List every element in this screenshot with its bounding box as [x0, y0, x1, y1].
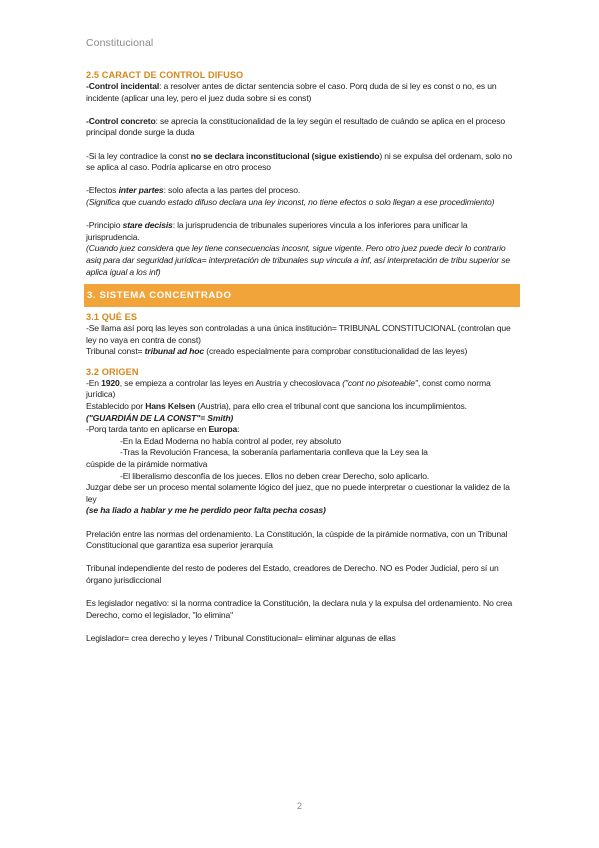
text-span: , se empieza a controlar las leyes en Austria y checoslovaca	[119, 377, 343, 388]
paragraph-no-inconstitucional	[86, 151, 518, 174]
term-stare-decisis: stare decisis	[122, 220, 173, 231]
text-span: (Austria), para ello crea el tribunal cont que sanciona los incumplimientos.	[195, 401, 467, 412]
paragraph-europa	[86, 424, 518, 436]
paragraph-kelsen	[86, 401, 518, 413]
text-span: ) ni se expulsa del ordenam, solo no se aplica al caso. Podría aplicarse en otro proceso	[86, 150, 512, 173]
paragraph-tribunal-ad-hoc	[86, 346, 518, 358]
year-1920: 1920	[101, 377, 120, 388]
heading-3-2: 3.2 ORIGEN	[86, 366, 139, 377]
running-header: Constitucional	[86, 37, 154, 49]
list-item-revolucion-francesa-cont: cúspide de la pirámide normativa	[86, 459, 208, 470]
text-span: -Principio	[86, 220, 123, 231]
note-inter-partes: (Significa que cuando estado difuso declara una ley inconst, no tiene efectos o solo llegan a ese procedimiento)	[86, 196, 495, 207]
text-span: -Efectos	[86, 185, 119, 196]
list-item-edad-moderna: -En la Edad Moderna no había control al poder, rey absoluto	[120, 435, 341, 446]
page-content	[86, 69, 518, 645]
page-number: 2	[296, 801, 302, 811]
guardian-quote: ("GUARDIÁN DE LA CONST"= Smith)	[86, 412, 234, 423]
paragraph-control-incidental	[86, 81, 518, 104]
paragraph-stare-decisis	[86, 220, 518, 243]
paragraph-legislador: Legislador= crea derecho y leyes / Tribunal Constitucional= eliminar algunas de ellas	[86, 632, 396, 643]
paragraph-1920	[86, 378, 518, 401]
italic-phrase: ("cont no pisoteable"	[342, 377, 418, 388]
bold-phrase: no se declara inconstitucional (sigue existiendo	[190, 150, 380, 161]
word-europa: Europa	[208, 424, 238, 435]
text-span: (creado especialmente para comprobar constitucionalidad de las leyes)	[204, 346, 468, 357]
list-item-revolucion-francesa: -Tras la Revolución Francesa, la soberanía parlamentaria conlleva que la Ley sea la	[120, 447, 428, 458]
text-span: -Porq tarda tanto en aplicarse en	[86, 424, 209, 435]
heading-3-bar: 3. SISTEMA CONCENTRADO	[84, 284, 520, 307]
list-item-liberalismo: -El liberalismo desconfía de los jueces. Ellos no deben crear Derecho, solo aplicarlo.	[120, 470, 430, 481]
name-hans-kelsen: Hans Kelsen	[145, 401, 196, 412]
term-inter-partes: inter partes	[118, 185, 164, 196]
text-span: : la jurisprudencia de tribunales superiores vincula a los inferiores para unificar la jurisprudencia.	[86, 220, 468, 242]
paragraph-control-concreto	[86, 116, 518, 139]
paragraph-prelacion: Prelación entre las normas del ordenamiento. La Constitución, la cúspide de la pirámide normativa, con un Tribunal Constitucional que garantiza esa superior jerarquía	[86, 528, 508, 551]
paragraph-legislador-negativo: Es legislador negativo: si la norma contradice la Constitución, la declara nula y la expulsa del ordenamiento. No crea Derecho, como el legislador, "lo elimina"	[86, 598, 513, 620]
term-tribunal-ad-hoc: tribunal ad hoc	[144, 346, 205, 357]
paragraph-que-es: -Se llama así porq las leyes son controladas a una única institución= TRIBUNAL CONSTITUCIONAL (controlan que ley no vaya en contra de const)	[86, 323, 511, 345]
paragraph-juzgar: Juzgar debe ser un proceso mental solamente lógico del juez, que no puede interpretar o cuestionar la validez de la ley	[86, 482, 510, 504]
text-span: : a resolver antes de dictar sentencia sobre el caso. Porq duda de si ley es const o no, es un incidente (aplicar una ley, pero el juez duda sobre si es const)	[86, 81, 497, 103]
text-span: :	[237, 424, 240, 435]
text-span: , const como norma jurídica)	[86, 377, 491, 400]
text-span: -En	[86, 377, 102, 388]
heading-2-5: 2.5 CARACT DE CONTROL DIFUSO	[86, 70, 244, 80]
text-span: -Si la ley contradice la const	[86, 150, 191, 161]
text-span: Tribunal const=	[86, 346, 145, 357]
term-control-incidental: -Control incidental	[86, 81, 160, 91]
paragraph-inter-partes	[86, 185, 518, 197]
note-stare-decisis: (Cuando juez considera que ley tiene consecuencias incosnt, sigue vigente. Pero otro juez puede decir lo contrario asiq para dar seguridad jurídica= interpretación de tribunales sup vincula a inf, así interpretación de tribu superior se aplica igual a los inf)	[86, 243, 510, 277]
heading-3-1: 3.1 QUÉ ES	[86, 312, 138, 323]
text-span: : se aprecia la constitucionalidad de la ley según el resultado de cuándo se aplica en el proceso principal donde surge la duda	[86, 115, 506, 138]
aside-note: (se ha liado a hablar y me he perdido peor falta pecha cosas)	[86, 505, 326, 516]
text-span: Establecido por	[86, 401, 146, 412]
text-span: : solo afecta a las partes del proceso.	[163, 185, 301, 196]
term-control-concreto: -Control concreto	[86, 115, 156, 126]
paragraph-tribunal-independiente: Tribunal independiente del resto de poderes del Estado, creadores de Derecho. NO es Poder Judicial, pero sí un órgano jurisdiccional	[86, 563, 499, 585]
